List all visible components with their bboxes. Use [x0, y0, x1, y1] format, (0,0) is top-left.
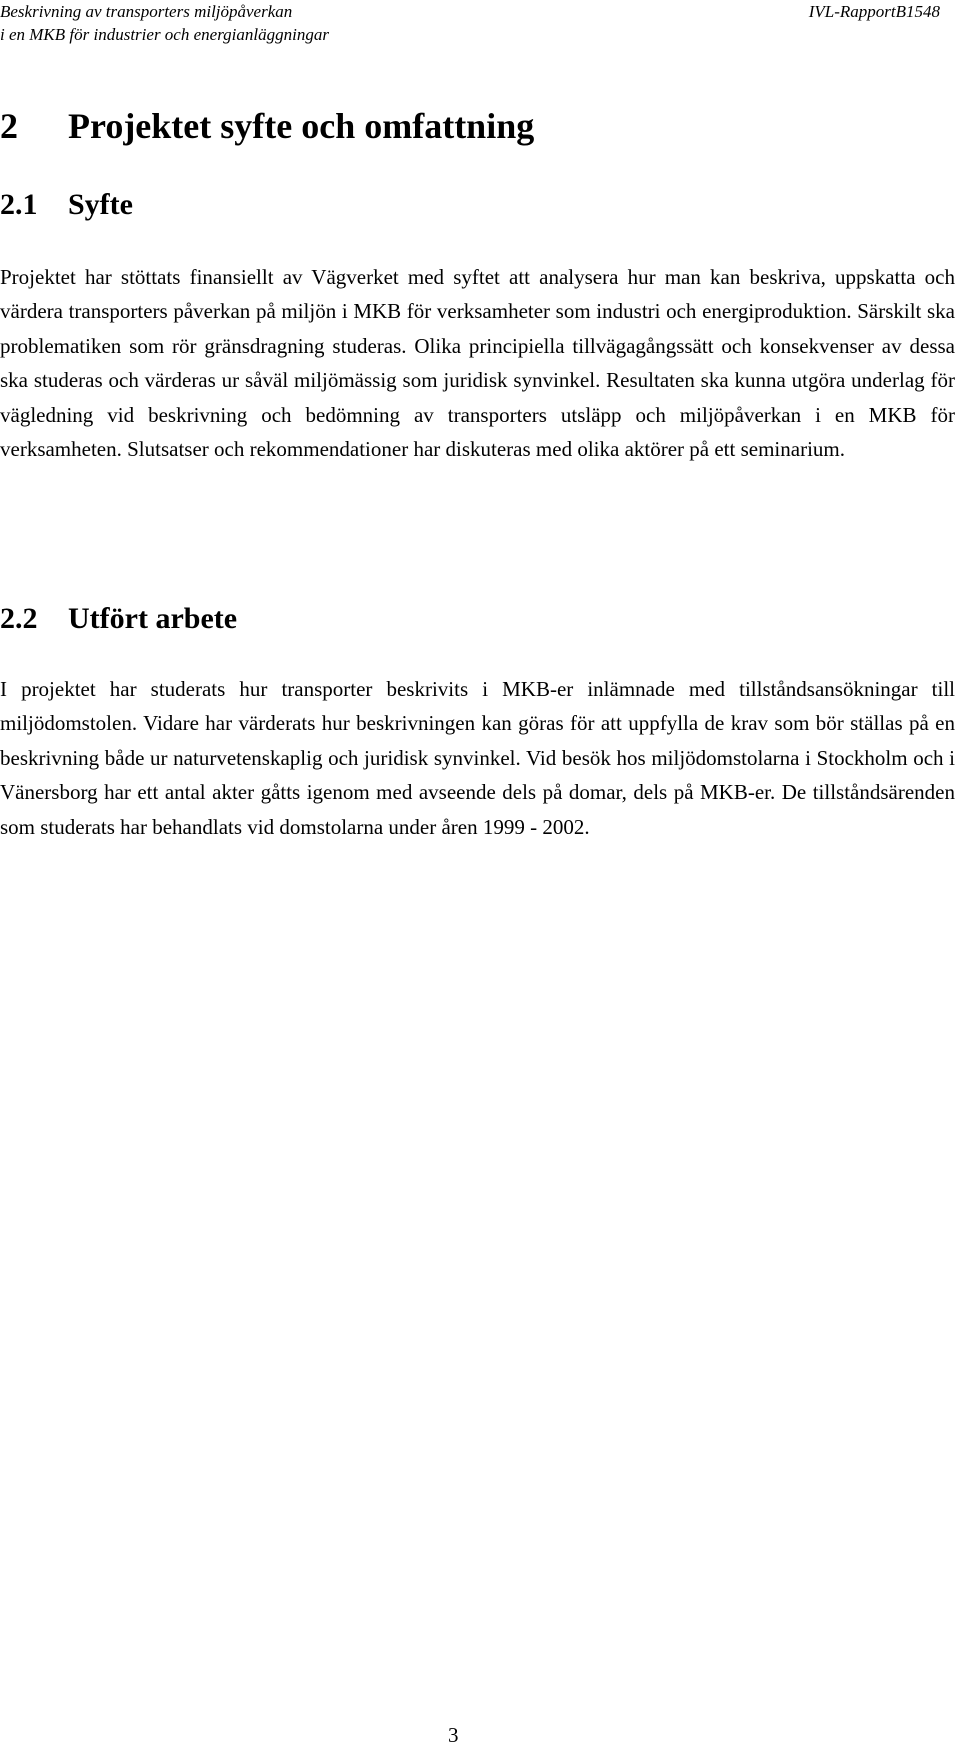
section-body-syfte: Projektet har stöttats finansiellt av Vägverket med syftet att analysera hur man kan beskriva, uppskatta och värdera transporters påverkan på miljön i MKB för verksamheter som industri och energiproduktion. Särskilt ska problematiken som rör gränsdragning studeras. Olika principiella tillvägagångssätt och konsekvenser av dessa ska studeras och värderas ur såväl miljömässig som juridisk synvinkel. Resultaten ska kunna utgöra underlag för vägledning vid beskrivning och bedömning av transporters utsläpp och miljöpåverkan i en MKB för verksamheten. Slutsatser och rekommendationer har diskuteras med olika aktörer på ett seminarium.: [0, 265, 955, 462]
section-number: 2.2: [0, 602, 38, 635]
section-heading-utfort-arbete: [0, 600, 237, 638]
section-body-utfort-arbete: I projektet har studerats hur transporter beskrivits i MKB-er inlämnade med tillståndsansökningar till miljödomstolen. Vidare har värderats hur beskrivningen kan göras för att uppfylla de krav som bör ställas på en beskrivning både ur naturvetenskaplig och juridisk synvinkel. Vid besök hos miljödomstolarna i Stockholm och i Vänersborg har ett antal akter gåtts igenom med avseende dels på domar, dels på MKB-er. De tillståndsärenden som studerats har behandlats vid domstolarna under åren 1999 - 2002.: [0, 677, 955, 839]
section-number: 2.1: [0, 188, 38, 221]
section-heading-syfte: [0, 186, 133, 224]
running-header-title: [0, 0, 329, 46]
page-number: 3: [448, 1723, 459, 1747]
header-title-line-2: i en MKB för industrier och energianläggningar: [0, 25, 329, 44]
header-report-id: IVL-RapportB1548: [808, 2, 940, 21]
chapter-title: Projektet syfte och omfattning: [68, 106, 535, 146]
header-title-line-1: Beskrivning av transporters miljöpåverkan: [0, 2, 293, 21]
chapter-heading: [0, 104, 534, 148]
section-title: Syfte: [68, 188, 133, 221]
section-title: Utfört arbete: [68, 602, 238, 635]
chapter-number: 2: [0, 106, 18, 146]
